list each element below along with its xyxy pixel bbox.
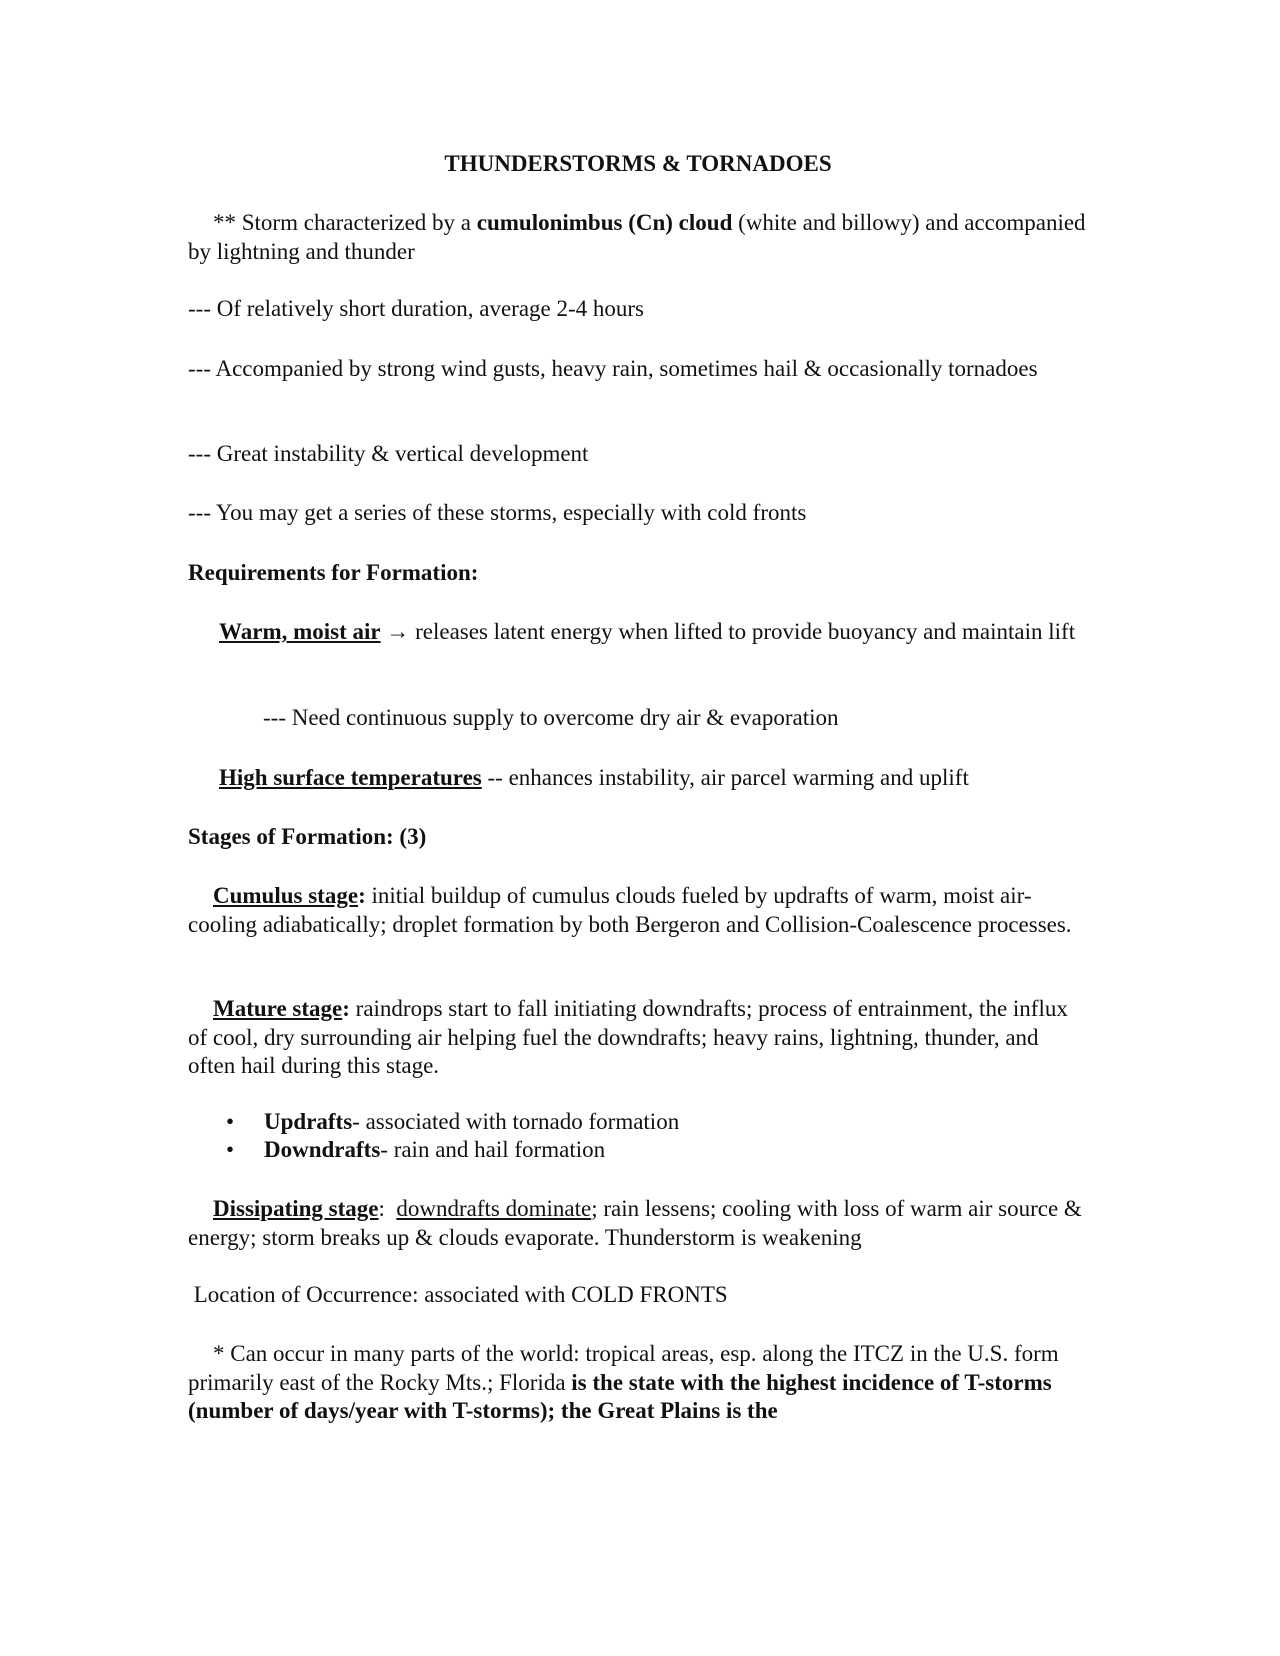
world-prefix: * Can occur in many parts of the world: tropical areas, esp. along the ITCZ in the U.S. form primarily east of the Rocky Mts.; Florida	[188, 1341, 1059, 1395]
intro-prefix: ** Storm characterized by a	[213, 210, 477, 235]
world-bold: is the state with the highest incidence of T-storms (number of days/year with T-storms); the Great Plains is the	[188, 1369, 1052, 1423]
page-title: THUNDERSTORMS & TORNADOES	[444, 151, 832, 176]
world-paragraph	[188, 1340, 1088, 1426]
high-temp-label: High surface temperatures	[219, 765, 482, 790]
intro-paragraph	[188, 209, 1088, 266]
bullet-icon: •	[226, 1137, 235, 1162]
dissipating-label: Dissipating stage	[213, 1196, 379, 1221]
requirement-supply: --- Need continuous supply to overcome dry air & evaporation	[263, 705, 839, 730]
bullet-icon: •	[226, 1109, 235, 1134]
mature-label: Mature stage	[213, 996, 343, 1021]
stage-cumulus: Cumulus stage: initial buildup of cumulus clouds fueled by updrafts of warm, moist air-cooling adiabatically; droplet formation by both Bergeron and Collision-Coalescence processes.	[188, 883, 1072, 937]
point-instability: --- Great instability & vertical development	[188, 441, 589, 466]
downdrafts-term: Downdrafts	[264, 1137, 381, 1162]
mature-text: raindrops start to fall initiating downdrafts; process of entrainment, the influx of cool, dry surrounding air helping fuel the downdrafts; heavy rains, lightning, thunder, and often hail during this stage.	[188, 996, 1068, 1078]
stage-dissipating: Dissipating stage: downdrafts dominate; rain lessens; cooling with loss of warm air source & energy; storm breaks up & clouds evaporate. Thunderstorm is weakening	[188, 1196, 1082, 1250]
right-arrow-icon: →	[386, 619, 410, 644]
cumulus-text: initial buildup of cumulus clouds fueled by updrafts of warm, moist air-cooling adiabatically; droplet formation by both Bergeron and Collision-Coalescence processes.	[188, 883, 1072, 937]
warm-air-text: releases latent energy when lifted to provide buoyancy and maintain lift	[409, 619, 1076, 644]
stage-mature: Mature stage: raindrops start to fall initiating downdrafts; process of entrainment, the influx of cool, dry surrounding air helping fuel the downdrafts; heavy rains, lightning, thunder, and often hail during this stage.	[188, 996, 1068, 1078]
warm-air-label: Warm, moist air	[219, 619, 381, 644]
requirement-high-temp	[188, 764, 1088, 793]
intro-suffix: (white and billowy) and accompanied by lightning and thunder	[188, 210, 1086, 264]
cumulus-label: Cumulus stage	[213, 883, 359, 908]
high-temp-text: -- enhances instability, air parcel warming and uplift	[481, 765, 969, 790]
stages-heading: Stages of Formation: (3)	[188, 824, 427, 849]
dissipating-text: ; rain lessens; cooling with loss of warm air source & energy; storm breaks up & clouds evaporate. Thunderstorm is weakening	[188, 1196, 1082, 1250]
requirement-warm-air	[188, 618, 1088, 647]
requirements-heading: Requirements for Formation:	[188, 560, 479, 585]
location-line: Location of Occurrence: associated with COLD FRONTS	[188, 1282, 728, 1307]
point-duration: --- Of relatively short duration, average 2-4 hours	[188, 296, 645, 321]
dissipating-underlined: downdrafts dominate	[396, 1196, 592, 1221]
updrafts-term: Updrafts	[264, 1109, 353, 1134]
point-series: --- You may get a series of these storms, especially with cold fronts	[188, 500, 807, 525]
list-item: • Updrafts- associated with tornado formation	[226, 1108, 1086, 1137]
point-wind-gusts: --- Accompanied by strong wind gusts, heavy rain, sometimes hail & occasionally tornadoes	[188, 356, 1038, 381]
list-item: • Downdrafts- rain and hail formation	[226, 1136, 1086, 1165]
intro-bold-term: cumulonimbus (Cn) cloud	[476, 210, 733, 235]
